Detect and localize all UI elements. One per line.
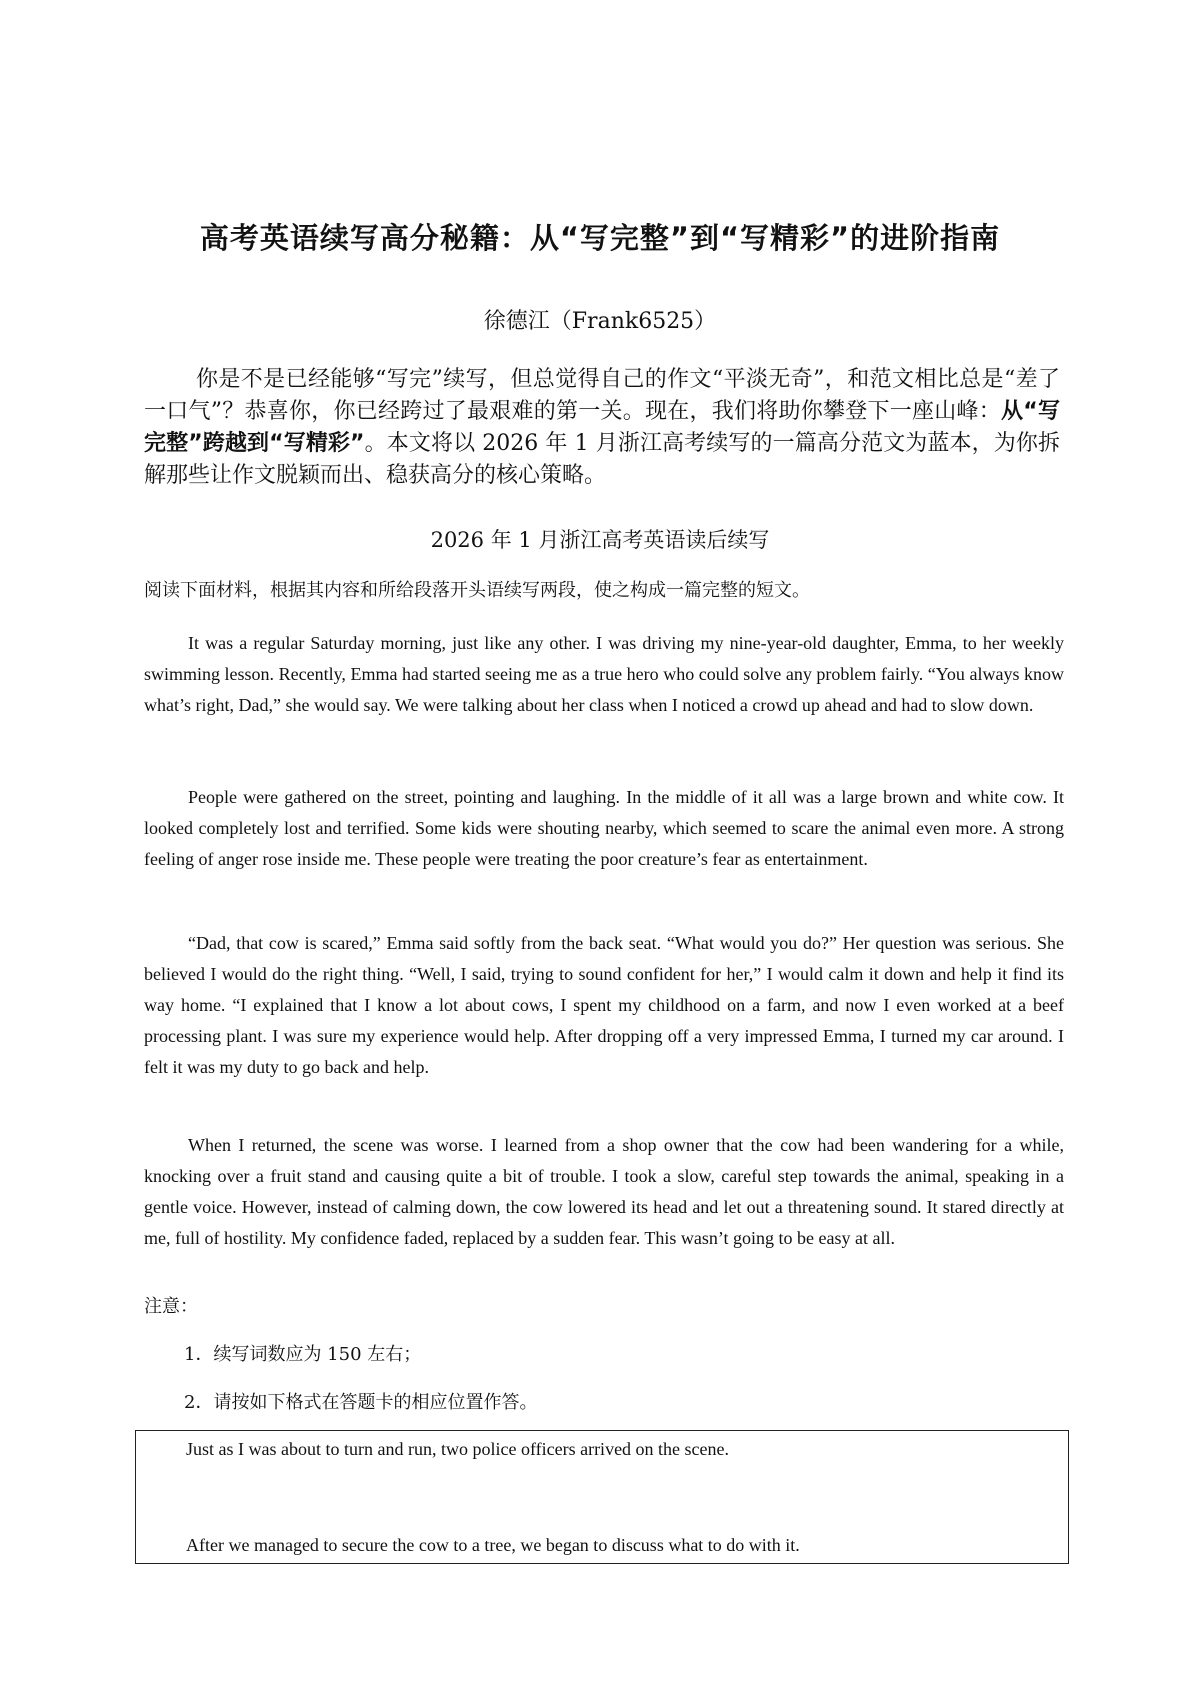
passage-paragraph-4: When I returned, the scene was worse. I learned from a shop owner that the cow had been wandering for a while, knocking over a fruit stand and causing quite a bit of trouble. I took a slow, careful step towards the animal, speaking in a gentle voice. However, instead of calming down, the cow lowered its head and let out a threatening sound. It stared directly at me, full of hostility. My confidence faded, replaced by a sudden fear. This wasn’t going to be easy at all. (144, 1135, 1064, 1248)
task-instruction: 阅读下面材料，根据其内容和所给段落开头语续写两段，使之构成一篇完整的短文。 (144, 580, 810, 601)
intro-text-1: 你是不是已经能够“写完”续写，但总觉得自己的作文“平淡无奇”，和范文相比总是“差了一口气”？恭喜你，你已经跨过了最艰难的第一关。现在，我们将助你攀登下一座山峰： (144, 367, 1060, 424)
section-title: 2026 年 1 月浙江高考英语读后续写 (430, 528, 770, 552)
passage-paragraph-3: “Dad, that cow is scared,” Emma said softly from the back seat. “What would you do?” Her question was serious. She believed I would do the right thing. “Well, I said, trying to sound confident for her,” I would calm it down and help it find its way home. “I explained that I know a lot about cows, I spent my childhood on a farm, and now I even worked at a beef processing plant. I was sure my experience would help. After dropping off a very impressed Emma, I turned my car around. I felt it was my duty to go back and help. (144, 933, 1064, 1077)
note-item-1: 1．续写词数应为 150 左右； (184, 1344, 422, 1365)
passage-paragraph-1: It was a regular Saturday morning, just like any other. I was driving my nine-year-old daughter, Emma, to her weekly swimming lesson. Recently, Emma had started seeing me as a true hero who could solve any problem fairly. “You always know what’s right, Dad,” she would say. We were talking about her class when I noticed a crowd up ahead and had to slow down. (144, 633, 1064, 715)
notes-label: 注意： (144, 1296, 198, 1317)
passage-paragraph-2: People were gathered on the street, pointing and laughing. In the middle of it all was a large brown and white cow. It looked completely lost and terrified. Some kids were shouting nearby, which seemed to scare the animal even more. A strong feeling of anger rose inside me. These people were treating the poor creature’s fear as entertainment. (144, 787, 1064, 869)
answer-box-opening-2: After we managed to secure the cow to a tree, we began to discuss what to do with it. (186, 1535, 800, 1555)
author-line: 徐德江（Frank6525） (483, 309, 717, 334)
answer-box-opening-1: Just as I was about to turn and run, two police officers arrived on the scene. (186, 1439, 730, 1459)
intro-text-2: 。本文将以 2026 年 1 月浙江高考续写的一篇高分范文为蓝本，为你拆解那些让作文脱颖而出、稳获高分的核心策略。 (144, 431, 1060, 488)
answer-box (135, 1430, 1069, 1564)
intro-bold-text: 从“写完整”跨越到“写精彩” (144, 399, 1060, 456)
intro-paragraph (144, 364, 1060, 492)
note-item-2: 2．请按如下格式在答题卡的相应位置作答。 (184, 1392, 538, 1413)
page-title: 高考英语续写高分秘籍：从“写完整”到“写精彩”的进阶指南 (199, 221, 1001, 255)
